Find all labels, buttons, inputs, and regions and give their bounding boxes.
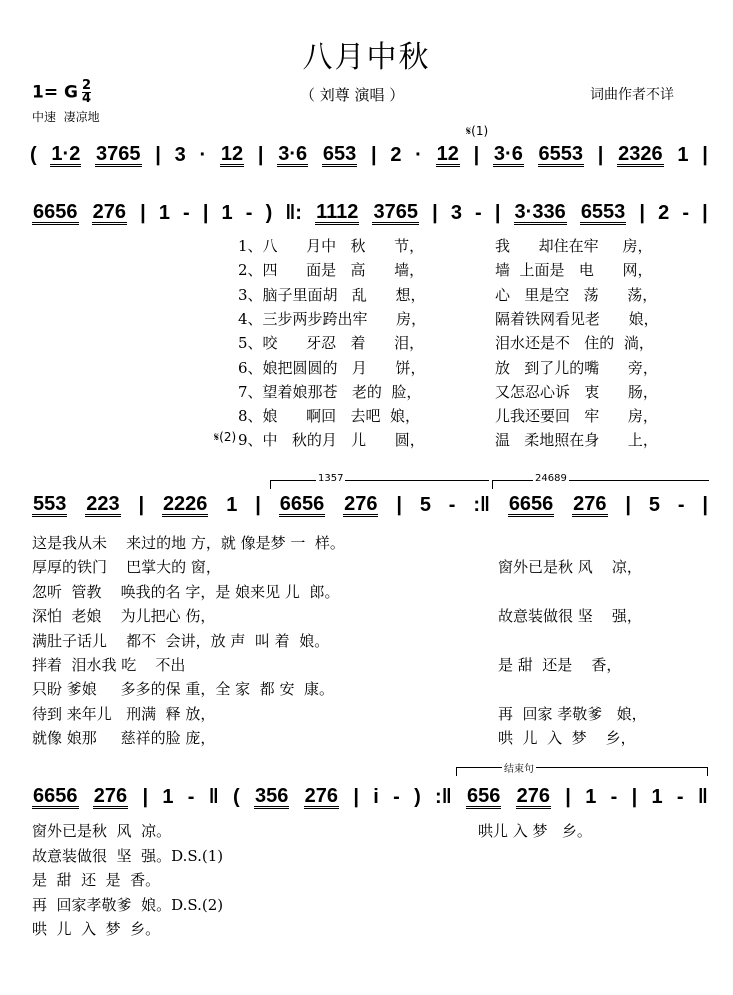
note: 2 bbox=[658, 201, 670, 224]
lyric-line: 就像 娘那 慈祥的脸 庞， bbox=[32, 729, 216, 748]
barline: | bbox=[473, 143, 480, 166]
note: 5 bbox=[648, 493, 660, 516]
lyric-line: 又怎忍心诉 衷 肠， bbox=[495, 382, 658, 401]
note: 2 bbox=[390, 143, 402, 166]
lyric-line: 这是我从未 来过的地 方，就 像是梦 一 样。 bbox=[32, 534, 345, 552]
barline: | bbox=[702, 493, 708, 516]
note-group: 553 bbox=[33, 492, 67, 515]
lyric-line: 墙 上面是 电 网， bbox=[495, 261, 653, 280]
note-group: 6656 bbox=[279, 492, 325, 515]
lyric-line: 忽听 管教 唤我的名 字，是 娘来见 儿 郎。 bbox=[32, 582, 340, 601]
note: 1 bbox=[677, 143, 689, 166]
lyric-line: 窗外已是秋 风 凉， bbox=[498, 558, 642, 577]
lyric-line: 5、咬 牙忍 着 泪， bbox=[238, 334, 425, 353]
lyric-line: 4、三步两步跨出牢 房， bbox=[238, 309, 427, 328]
lyric-line: 是 甜 还 是 香。 bbox=[32, 871, 161, 889]
song-title: 八月中秋 bbox=[302, 40, 431, 75]
note-group: 6656 bbox=[508, 492, 554, 515]
barline: | bbox=[702, 201, 708, 224]
lyric-line: 哄儿 入 梦 乡。 bbox=[478, 822, 592, 840]
barline: ‖: bbox=[285, 201, 302, 224]
note-group: 276 bbox=[93, 784, 128, 807]
lyric-line: 泪水还是不 住的 淌， bbox=[495, 334, 654, 353]
note: - bbox=[187, 785, 195, 808]
note-group: 2226 bbox=[162, 492, 208, 515]
note-group: 6656 bbox=[33, 200, 78, 223]
note: ) bbox=[265, 201, 273, 224]
ending-bracket bbox=[456, 764, 708, 776]
key-label: 1= G bbox=[32, 82, 78, 103]
lyric-line: 故意装做很 坚 强， bbox=[498, 607, 642, 626]
note: - bbox=[393, 785, 400, 808]
ending-label: 结束句 bbox=[502, 760, 536, 775]
note-group: 276 bbox=[304, 784, 339, 807]
lyric-line: 8、娘 啊回 去吧 娘， bbox=[238, 407, 420, 426]
lyric-line: 2、四 面是 高 墙， bbox=[238, 261, 425, 280]
lyric-line: 再 回家 孝敬爹 娘， bbox=[498, 704, 647, 723]
tempo-marking: 中速 凄凉地 bbox=[32, 110, 100, 124]
barline: | bbox=[353, 785, 359, 808]
note: · bbox=[199, 143, 207, 166]
barline: | bbox=[140, 201, 146, 224]
note-group: 3·6 bbox=[493, 142, 523, 165]
notation-line-2 bbox=[32, 200, 708, 226]
note-group: 2326 bbox=[618, 142, 663, 165]
lyric-line: 7、望着娘那苍 老的 脸， bbox=[238, 382, 422, 401]
barline: | bbox=[494, 201, 501, 224]
lyric-line: 哄 儿 入 梦 乡， bbox=[498, 729, 636, 748]
note: - bbox=[245, 201, 253, 224]
barline: | bbox=[432, 201, 438, 224]
barline: | bbox=[257, 143, 264, 166]
note: - bbox=[475, 201, 482, 224]
note: - bbox=[448, 493, 456, 516]
note-group: 3·6 bbox=[278, 142, 308, 165]
lyric-line: 窗外已是秋 风 凉。 bbox=[32, 822, 172, 840]
barline: :‖ bbox=[473, 493, 490, 516]
note-group: 1112 bbox=[316, 200, 359, 223]
note: - bbox=[610, 785, 618, 808]
note-group: 223 bbox=[86, 492, 120, 515]
note-group: 3·336 bbox=[514, 200, 566, 223]
note-group: 3765 bbox=[373, 200, 418, 223]
lyric-line: 隔着铁网看见老 娘， bbox=[495, 309, 659, 328]
note: 3 bbox=[174, 143, 186, 166]
note-group: 276 bbox=[92, 200, 126, 223]
lyric-line: 9、中 秋的月 儿 圆， bbox=[238, 431, 425, 450]
note-group: 12 bbox=[220, 142, 244, 165]
key-signature bbox=[32, 80, 91, 105]
singer-credit: （ 刘尊 演唱 ） bbox=[300, 86, 405, 104]
lyric-line: 只盼 爹娘 多多的保 重，全 家 都 安 康。 bbox=[32, 680, 334, 699]
barline: | bbox=[155, 143, 161, 166]
notation-line-1 bbox=[30, 142, 708, 168]
lyric-line: 3、脑子里面胡 乱 想， bbox=[238, 285, 426, 304]
barline: | bbox=[202, 201, 209, 224]
note-group: 276 bbox=[344, 492, 378, 515]
note-group: 276 bbox=[573, 492, 607, 515]
note: ( bbox=[30, 143, 37, 166]
barline: | bbox=[138, 493, 145, 516]
note: · bbox=[415, 143, 422, 166]
note: 1 bbox=[162, 785, 174, 808]
note-group: 6656 bbox=[33, 784, 78, 807]
lyric-line: 哄 儿 入 梦 乡。 bbox=[32, 920, 161, 938]
lyric-line: 故意装做很 坚 强。D.S.(1) bbox=[32, 846, 224, 865]
note: 1 bbox=[651, 785, 663, 808]
lyric-line: 心 里是空 荡 荡， bbox=[495, 285, 658, 304]
notation-line-3 bbox=[32, 492, 708, 518]
time-signature bbox=[82, 80, 91, 105]
barline: | bbox=[631, 785, 638, 808]
note-group: 6553 bbox=[538, 142, 584, 165]
lyric-line: 儿我还要回 牢 房， bbox=[495, 407, 658, 426]
barline: | bbox=[370, 143, 377, 166]
volta-1 bbox=[270, 473, 489, 489]
lyric-line: 拌着 泪水我 吃 不出 bbox=[32, 656, 186, 674]
volta-2 bbox=[492, 473, 709, 489]
note: - bbox=[183, 201, 190, 224]
author-credit: 词曲作者不详 bbox=[590, 87, 674, 103]
lyric-line: 放 到了儿的嘴 旁， bbox=[495, 358, 658, 377]
lyric-line: 再 回家孝敬爹 娘。D.S.(2) bbox=[32, 895, 224, 914]
barline: :‖ bbox=[435, 785, 452, 808]
note-group: 3765 bbox=[96, 142, 141, 165]
note: 3 bbox=[450, 201, 462, 224]
barline: | bbox=[565, 785, 571, 808]
note-group: 656 bbox=[466, 784, 501, 807]
note-group: 356 bbox=[254, 784, 289, 807]
barline: | bbox=[597, 143, 604, 166]
volta-1-label: 1357 bbox=[318, 473, 344, 484]
note: ) bbox=[414, 785, 421, 808]
note: 1 bbox=[585, 785, 597, 808]
lyric-line: 是 甜 还是 香， bbox=[498, 656, 622, 674]
lyric-line: 待到 来年儿 刑满 释 放， bbox=[32, 704, 216, 723]
note: - bbox=[677, 493, 685, 516]
note-group: 6553 bbox=[580, 200, 626, 223]
barline: | bbox=[625, 493, 632, 516]
note: 1 bbox=[158, 201, 170, 224]
volta-2-label: 24689 bbox=[535, 473, 567, 484]
lyric-line: 满肚子话儿 都不 会讲，放 声 叫 着 娘。 bbox=[32, 631, 330, 650]
time-top: 2 bbox=[81, 78, 91, 93]
barline: | bbox=[639, 201, 646, 224]
note: - bbox=[682, 201, 690, 224]
lyric-line: 6、娘把圆圆的 月 饼， bbox=[238, 358, 426, 377]
note: ( bbox=[233, 785, 240, 808]
barline: | bbox=[702, 143, 708, 166]
lyric-line: 我 却住在牢 房， bbox=[495, 237, 653, 255]
note-group: 12 bbox=[436, 142, 459, 165]
note-group: 276 bbox=[516, 784, 550, 807]
note: i bbox=[373, 785, 379, 808]
note: - bbox=[676, 785, 684, 808]
note-group: 1·2 bbox=[51, 142, 81, 165]
segno-2-mark: 𝄋(2) bbox=[214, 430, 237, 444]
lyric-line: 1、八 月中 秋 节， bbox=[238, 237, 425, 255]
lyric-line: 深怕 老娘 为儿把心 伤， bbox=[32, 607, 216, 626]
notation-line-4 bbox=[32, 784, 708, 810]
note: 1 bbox=[226, 493, 238, 516]
barline: ‖ bbox=[208, 785, 219, 808]
note: 1 bbox=[221, 201, 233, 224]
note-group: 653 bbox=[322, 142, 357, 165]
barline: | bbox=[142, 785, 149, 808]
barline: | bbox=[255, 493, 261, 516]
time-bottom: 4 bbox=[81, 91, 91, 106]
lyric-line: 厚厚的铁门 巴掌大的 窗， bbox=[32, 558, 221, 577]
barline: | bbox=[396, 493, 402, 516]
note: 5 bbox=[419, 493, 431, 516]
lyric-line: 温 柔地照在身 上， bbox=[495, 431, 658, 450]
segno-1-mark: 𝄋(1) bbox=[466, 124, 489, 138]
barline: ‖ bbox=[697, 785, 708, 808]
